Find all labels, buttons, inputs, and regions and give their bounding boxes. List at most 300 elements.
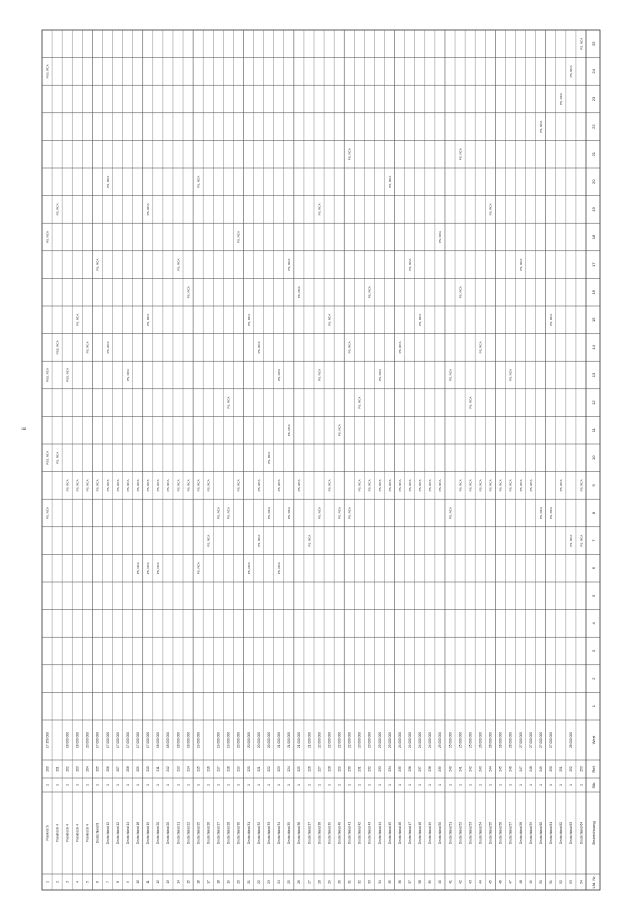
- table-cell: 50: [538, 880, 543, 884]
- table-cell: PS, RCA: [55, 451, 60, 464]
- table-cell: PS, RCA: [75, 313, 80, 326]
- table-cell: PS, RCA: [559, 92, 564, 106]
- table-cell: Deutschland 41: [347, 821, 352, 845]
- table-cell: Deutschland 14: [125, 821, 130, 845]
- table-cell: 1: [478, 784, 483, 786]
- table-cell: PS, RCA: [196, 562, 201, 575]
- table-cell: PS, RCA: [397, 479, 402, 492]
- table-cell: 27 000 000: [538, 732, 543, 748]
- table-cell: PS, RCA: [236, 479, 241, 492]
- table-cell: Deutschland 47: [408, 821, 412, 845]
- table-cell: 1: [236, 784, 241, 786]
- table-cell: 40: [438, 880, 443, 884]
- table-cell: Deutschland 63: [569, 821, 574, 845]
- table-cell: Deutschland 42: [357, 821, 362, 845]
- table-cell: 1: [397, 784, 402, 786]
- table-cell: PS, RCA: [347, 506, 352, 520]
- table-cell: PS, RCA: [287, 258, 292, 271]
- table-cell: 1: [115, 784, 120, 786]
- table-cell: PS, RCA: [186, 286, 191, 299]
- table-cell: PS, RCA: [176, 258, 181, 271]
- table-cell: 1: [166, 784, 171, 786]
- table-cell: 1: [337, 784, 342, 786]
- table-cell: 241: [458, 766, 463, 772]
- table-cell: 23 000 000: [367, 732, 372, 748]
- table-cell: PS, RCA: [277, 479, 282, 492]
- table-cell: 27: [307, 880, 312, 884]
- table-cell: 229: [337, 766, 342, 772]
- table-cell: 22 000 000: [337, 732, 342, 748]
- table-cell: Deutschland 33: [266, 821, 271, 845]
- table-cell: 12: [156, 880, 161, 884]
- table-cell: 17 000 000: [115, 732, 120, 748]
- table-cell: 33: [367, 880, 372, 884]
- table-cell: 27 000 000: [528, 732, 533, 748]
- table-cell: 253: [579, 766, 584, 772]
- table-cell: PS, RCA: [45, 506, 50, 520]
- table-cell: Deutschland 30: [236, 821, 241, 845]
- table-cell: PS, RCA: [216, 506, 221, 520]
- table-cell: PS, RCA: [266, 506, 271, 520]
- table-cell: Deutschland 20: [156, 821, 161, 845]
- table-cell: 5: [85, 881, 90, 883]
- table-cell: PS, RCA: [256, 534, 261, 547]
- table-cell: 24: [277, 880, 282, 884]
- table-cell: 22 000 000: [327, 732, 332, 748]
- table-cell: Deutschland 58: [518, 821, 523, 845]
- table-cell: 20 000 000: [85, 732, 90, 748]
- page-number: ii: [22, 427, 28, 430]
- table-cell: PS, RCA: [105, 175, 110, 188]
- column-header: 2: [591, 677, 596, 680]
- table-cell: 215: [196, 766, 201, 772]
- table-cell: Deutschland 21: [176, 821, 181, 845]
- table-cell: PS, RCA: [428, 479, 433, 492]
- table-cell: PS, RCA: [377, 368, 382, 382]
- table-cell: 49: [528, 880, 533, 884]
- column-header: 1: [591, 705, 596, 708]
- table-cell: 36: [397, 880, 402, 884]
- table-cell: 208: [125, 766, 130, 772]
- table-cell: 23 000 000: [377, 732, 382, 748]
- table-cell: Deutschland 28: [226, 821, 231, 845]
- table-cell: Deutschland 64: [579, 821, 584, 845]
- table-cell: Deutschland 61: [549, 821, 554, 845]
- table-cell: Deutschland 18: [136, 821, 140, 845]
- column-header: 10: [591, 455, 596, 461]
- table-cell: PS, RCA: [387, 175, 392, 188]
- table-cell: 20 000 000: [256, 732, 261, 748]
- table-cell: PS, RCA: [458, 148, 463, 161]
- table-cell: 1: [327, 784, 332, 786]
- table-cell: 201: [55, 766, 60, 772]
- table-cell: 20 000 000: [246, 732, 251, 748]
- table-cell: 22 000 000: [317, 732, 322, 748]
- table-cell: PS, RCA: [146, 313, 151, 326]
- table-cell: 21 000 000: [297, 732, 302, 748]
- column-header: 23: [591, 96, 596, 102]
- table-cell: Deutschland 46: [397, 821, 402, 845]
- table-cell: PS, RCA: [518, 479, 523, 492]
- table-cell: 1: [297, 784, 302, 786]
- table-cell: Deutschland 59: [528, 821, 533, 845]
- column-header: 9: [591, 484, 596, 487]
- table-cell: 18 000 000: [176, 732, 181, 748]
- column-header: 5: [591, 594, 596, 597]
- table-cell: 17 000 000: [95, 732, 100, 748]
- table-cell: Frankreich 4: [85, 824, 90, 842]
- table-cell: PS, RCA: [559, 479, 564, 492]
- table-cell: 25 000 000: [448, 732, 453, 748]
- table-cell: Deutschland 62: [559, 821, 564, 845]
- table-cell: PS, RCA: [45, 230, 50, 244]
- table-cell: 1: [266, 784, 271, 786]
- table-cell: PS, RCA: [418, 313, 423, 326]
- table-cell: 46: [498, 880, 503, 884]
- column-header: 4: [591, 622, 596, 625]
- table-cell: 235: [397, 766, 402, 772]
- table-cell: 1: [55, 784, 60, 786]
- table-cell: PS, RCA: [357, 396, 362, 409]
- table-cell: PS, RCA: [579, 37, 584, 50]
- table-cell: PS, RCA: [277, 562, 282, 575]
- column-header: 24: [591, 69, 596, 74]
- table-cell: PS, RCA: [317, 368, 322, 382]
- table-cell: 22: [256, 880, 261, 884]
- table-cell: PS, RCA: [508, 479, 513, 492]
- table-cell: 1: [196, 784, 201, 786]
- table-cell: PS, RCA: [246, 562, 251, 575]
- table-cell: Deutschland 52: [458, 821, 463, 845]
- table-cell: Deutschland 27: [216, 821, 221, 845]
- table-cell: 9: [125, 881, 130, 883]
- table-cell: PS, RCA: [256, 479, 261, 492]
- column-header: 19: [591, 207, 596, 212]
- table-cell: 18 000 000: [166, 732, 171, 748]
- table-cell: Deutschland 51: [448, 821, 453, 845]
- table-cell: 20 000 000: [236, 732, 241, 748]
- table-cell: 26 000 000: [488, 732, 493, 748]
- table-cell: 43: [468, 880, 473, 884]
- table-cell: PS, RCA: [85, 341, 90, 354]
- table-cell: PS, RCA: [105, 341, 110, 354]
- table-cell: Deutschland 40: [337, 821, 342, 845]
- table-cell: 1: [468, 784, 473, 786]
- table-cell: 1: [528, 784, 533, 786]
- table-cell: 245: [498, 766, 503, 772]
- table-cell: Deutschland 55: [488, 821, 493, 845]
- table-cell: 18 000 000: [65, 732, 70, 748]
- table-cell: 222: [266, 766, 271, 772]
- table-cell: 41: [448, 880, 453, 884]
- table-cell: 24 000 000: [418, 732, 423, 748]
- column-header: Ref.: [591, 765, 596, 773]
- table-cell: 25 000 000: [458, 732, 463, 748]
- table-cell: Deutschland 50: [438, 821, 443, 845]
- table-cell: Deutschland 20: [166, 821, 171, 845]
- table-cell: 1: [357, 784, 362, 786]
- table-cell: PS, RCA: [549, 506, 554, 520]
- table-cell: Deutschland 45: [387, 821, 392, 845]
- table-cell: 1: [538, 784, 543, 786]
- table-cell: 1: [186, 784, 191, 786]
- table-cell: 210: [146, 766, 151, 772]
- table-cell: Frankreich 4: [55, 824, 60, 842]
- table-cell: 1: [458, 784, 463, 786]
- column-header: 3: [591, 649, 596, 653]
- table-cell: 221: [256, 766, 261, 772]
- table-cell: PS, RCA: [488, 203, 493, 216]
- table-cell: 26 000 000: [478, 732, 483, 748]
- table-cell: 1: [488, 784, 493, 786]
- table-cell: PS, RCA: [347, 341, 352, 354]
- table-cell: 252: [569, 766, 574, 772]
- table-cell: 37: [408, 880, 412, 884]
- table-cell: 38: [418, 880, 423, 884]
- table-cell: 212: [166, 766, 171, 772]
- column-header: 7: [591, 539, 596, 542]
- table-cell: 18: [216, 880, 221, 884]
- table-cell: 25: [287, 880, 292, 884]
- table-cell: PS, RCA: [146, 479, 151, 492]
- table-cell: Deutschland 31: [246, 821, 251, 845]
- table-cell: PS, RCA: [115, 479, 120, 492]
- table-cell: PS, RCA: [266, 451, 271, 464]
- table-cell: PS, RCA: [105, 479, 110, 492]
- table-cell: 1: [146, 784, 151, 786]
- table-cell: 1: [246, 784, 251, 786]
- table-cell: 249: [538, 766, 543, 772]
- table-cell: Deutschland 8: [95, 822, 100, 844]
- table-cell: PSS, RCA: [45, 450, 50, 465]
- table-cell: PS, RCA: [146, 203, 151, 216]
- table-cell: 21 000 000: [307, 732, 312, 748]
- table-cell: 1: [569, 784, 574, 786]
- table-cell: PS, RCA: [569, 65, 574, 78]
- table-cell: 1: [65, 784, 70, 786]
- table-cell: 224: [287, 766, 292, 772]
- table-cell: 223: [277, 766, 282, 772]
- column-header: Bezeichnung: [591, 821, 596, 845]
- table-cell: 246: [508, 766, 513, 772]
- table-cell: Deutschland 43: [367, 821, 372, 845]
- table-cell: 1: [136, 784, 140, 786]
- table-cell: 15: [186, 880, 191, 884]
- table-cell: 25 000 000: [438, 732, 443, 748]
- column-header: 18: [591, 234, 596, 240]
- table-cell: 4: [75, 881, 80, 883]
- table-cell: 42: [458, 880, 463, 884]
- table-cell: Frankreich: [45, 825, 50, 841]
- table-cell: 1: [367, 784, 372, 786]
- table-cell: 1: [387, 784, 392, 786]
- table-cell: PS, RCA: [418, 479, 423, 492]
- table-cell: PS, RCA: [226, 396, 231, 409]
- table-cell: PS, RCA: [236, 230, 241, 244]
- table-cell: Deutschland 53: [468, 821, 473, 845]
- table-cell: 1: [95, 784, 100, 786]
- table-cell: PS, RCA: [186, 479, 191, 492]
- table-cell: PS, RCA: [337, 506, 342, 520]
- table-cell: 204: [85, 766, 90, 772]
- table-cell: PS, RCA: [317, 203, 322, 216]
- table-cell: 233: [377, 766, 382, 772]
- table-cell: 226: [307, 766, 312, 772]
- table-cell: Deutschland 56: [498, 821, 503, 845]
- table-cell: PSS, RCA: [65, 367, 70, 383]
- table-cell: PS, RCA: [347, 148, 352, 161]
- table-cell: 1: [105, 784, 110, 786]
- table-cell: PS, RCA: [327, 313, 332, 326]
- table-cell: PS, RCA: [468, 396, 473, 409]
- table-cell: 24 000 000: [397, 732, 402, 748]
- table-cell: PS, RCA: [156, 562, 161, 575]
- table-cell: 1: [508, 784, 513, 786]
- table-cell: 17 350 000: [45, 732, 50, 748]
- table-cell: PS, RCA: [579, 479, 584, 492]
- table-cell: Deutschland 39: [327, 821, 332, 845]
- table-cell: PS, RCA: [538, 120, 543, 133]
- table-cell: Deutschland 54: [478, 821, 483, 845]
- table-cell: PS, RCA: [136, 479, 140, 492]
- table-cell: 23 000 000: [357, 732, 362, 748]
- table-cell: PS, RCA: [498, 479, 503, 492]
- table-cell: 1: [408, 784, 412, 786]
- table-cell: PS, RCA: [136, 562, 140, 575]
- table-cell: 219: [236, 766, 241, 772]
- table-cell: 18 000 000: [156, 732, 161, 748]
- table-cell: PS, RCA: [256, 341, 261, 354]
- table-cell: 238: [428, 766, 433, 772]
- table-cell: PS, RCA: [317, 506, 322, 520]
- table-cell: 1: [317, 784, 322, 786]
- table-cell: Deutschland 22: [186, 821, 191, 845]
- table-cell: Frankreich 4: [75, 824, 80, 842]
- table-cell: PS, RCA: [438, 230, 443, 244]
- table-cell: 218: [226, 766, 231, 772]
- table-cell: 18 000 000: [75, 732, 80, 748]
- table-cell: PS, RCA: [246, 313, 251, 326]
- table-cell: PS, RCA: [549, 313, 554, 326]
- table-cell: 6: [95, 881, 100, 883]
- table-cell: 35: [387, 880, 392, 884]
- table-cell: 1: [307, 784, 312, 786]
- table-cell: Deutschland 25: [196, 821, 201, 845]
- table-cell: 19 000 000: [196, 732, 201, 748]
- table-cell: Deutschland 12: [115, 821, 120, 845]
- table-cell: PS, RCA: [408, 258, 412, 271]
- column-header: 12: [591, 400, 596, 405]
- table-cell: 214: [186, 766, 191, 772]
- column-header: 13: [591, 372, 596, 378]
- table-cell: 200: [45, 766, 50, 772]
- table-cell: 1: [45, 784, 50, 786]
- table-cell: 1: [216, 784, 221, 786]
- table-cell: 237: [418, 766, 423, 772]
- table-cell: 17 000 000: [136, 732, 140, 748]
- table-cell: 7: [105, 881, 110, 883]
- table-cell: 1: [45, 881, 50, 883]
- table-cell: PS, RCA: [377, 479, 382, 492]
- table-cell: Deutschland 12: [105, 821, 110, 845]
- table-cell: 205: [95, 766, 100, 772]
- table-cell: PS, RCA: [176, 479, 181, 492]
- table-cell: 1: [176, 784, 181, 786]
- table-cell: 1: [377, 784, 382, 786]
- table-cell: 11: [146, 880, 151, 884]
- table-cell: 20: [236, 880, 241, 884]
- table-cell: 17 000 000: [105, 732, 110, 748]
- table-cell: 1: [85, 784, 90, 786]
- table-cell: 209: [136, 766, 140, 772]
- table-cell: 21: [246, 880, 251, 884]
- table-cell: PS, RCA: [277, 368, 282, 382]
- table-cell: 19: [226, 880, 231, 884]
- table-cell: 1: [418, 784, 423, 786]
- table-cell: PS, RCA: [458, 479, 463, 492]
- table-cell: PS, RCA: [538, 506, 543, 520]
- table-cell: 25 000 000: [468, 732, 473, 748]
- table-cell: Deutschland 48: [418, 821, 423, 845]
- table-cell: 1: [287, 784, 292, 786]
- table-cell: Frankreich 4: [65, 824, 70, 842]
- table-cell: 51: [549, 880, 554, 884]
- table-cell: PS, RCA: [508, 368, 513, 382]
- table-cell: 243: [478, 766, 483, 772]
- table-cell: PSS, RCA: [55, 340, 60, 355]
- table-cell: 8: [115, 881, 120, 883]
- table-cell: PS, RCA: [438, 479, 443, 492]
- table-cell: 22 000 000: [347, 732, 352, 748]
- table-cell: 236: [408, 766, 412, 772]
- table-cell: 1: [156, 784, 161, 786]
- table-cell: PS, RCA: [287, 424, 292, 437]
- table-cell: 231: [357, 766, 362, 772]
- table-cell: 17 000 000: [125, 732, 130, 748]
- table-cell: 225: [297, 766, 302, 772]
- table-cell: PS, RCA: [196, 479, 201, 492]
- table-cell: 47: [508, 880, 513, 884]
- table-cell: 27 000 000: [549, 732, 554, 748]
- table-cell: 1: [448, 784, 453, 786]
- table-cell: 1: [438, 784, 443, 786]
- table-cell: 211: [156, 766, 161, 772]
- table-cell: PSS, RCA: [45, 367, 50, 383]
- table-cell: 1: [256, 784, 261, 786]
- table-cell: PS, RCA: [206, 534, 211, 547]
- table-cell: 1: [226, 784, 231, 786]
- table-cell: 44: [478, 880, 483, 884]
- table-cell: 1: [559, 784, 564, 786]
- table-cell: 213: [176, 766, 181, 772]
- table-cell: PS, RCA: [226, 506, 231, 520]
- table-cell: 29: [327, 880, 332, 884]
- table-cell: 54: [579, 880, 584, 884]
- table-cell: 48: [518, 880, 523, 884]
- table-cell: PS, RCA: [528, 479, 533, 492]
- table-cell: 248: [528, 766, 533, 772]
- table-cell: PS, RCA: [125, 368, 130, 382]
- table-cell: PS, RCA: [287, 506, 292, 520]
- table-cell: PS, RCA: [166, 479, 171, 492]
- table-cell: PS, RCA: [327, 479, 332, 492]
- table-cell: 32: [357, 880, 362, 884]
- table-cell: PS, RCA: [397, 341, 402, 354]
- table-cell: 17 000 000: [146, 732, 151, 748]
- table-cell: 39: [428, 880, 433, 884]
- table-cell: 3: [65, 881, 70, 883]
- table-cell: 227: [317, 766, 322, 772]
